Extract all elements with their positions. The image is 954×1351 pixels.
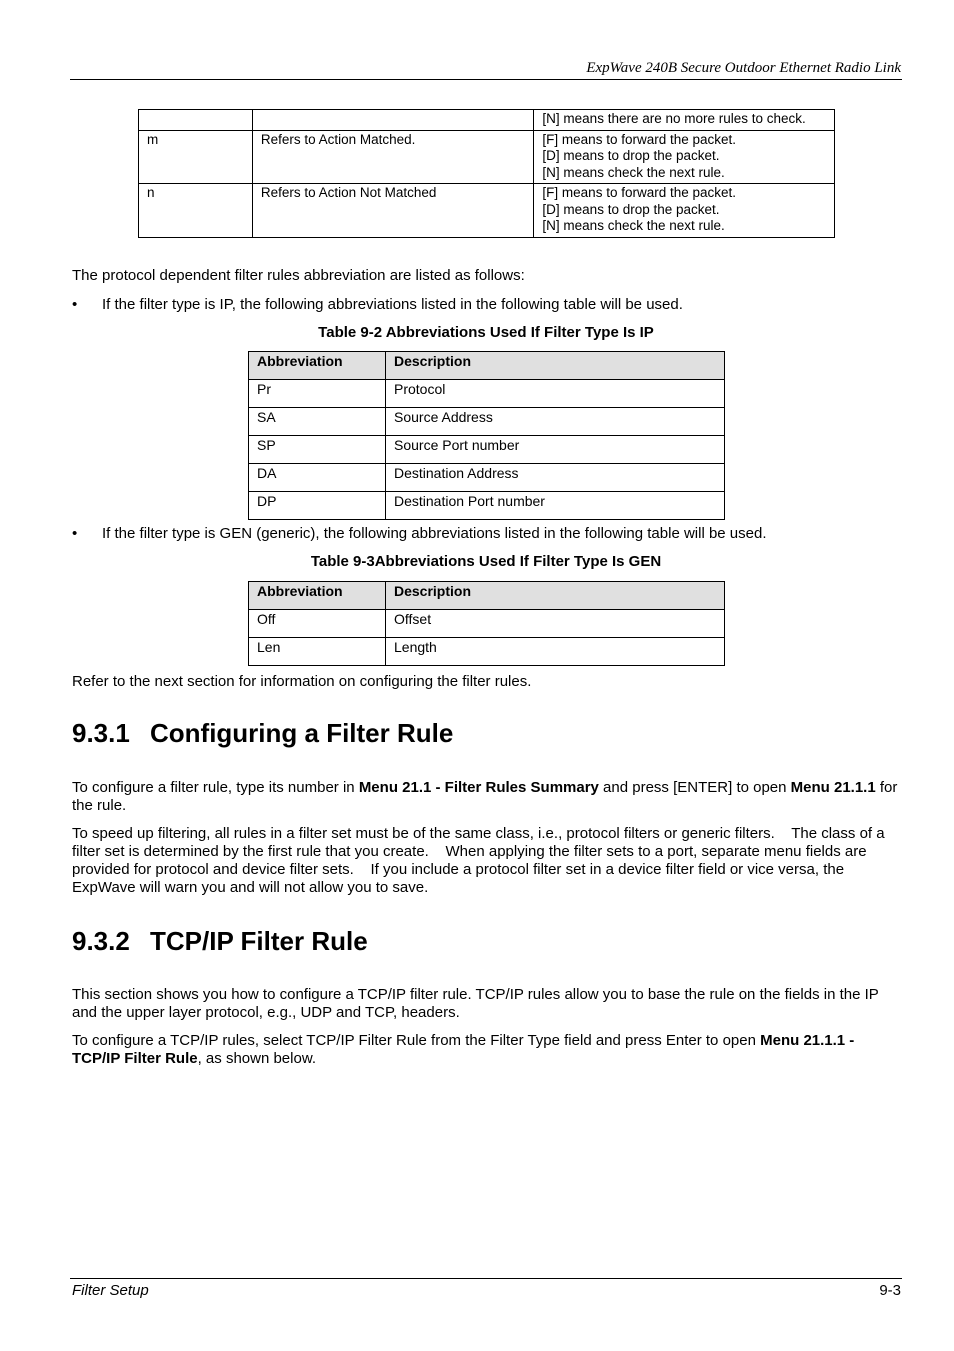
column-header: Description (386, 352, 725, 380)
section-932-paragraph-2 (72, 1032, 902, 1068)
running-header: ExpWave 240B Secure Outdoor Ethernet Radio Link (586, 60, 901, 76)
menu-reference: Menu 21.1 - Filter Rules Summary (358, 779, 599, 796)
bullet-text: If the filter type is GEN (generic), the following abbreviations listed in the following table will be used. (102, 525, 767, 542)
cell-line: [N] means there are no more rules to check. (542, 111, 806, 126)
text-run: To configure a TCP/IP rules, select TCP/IP Filter Rule from the Filter Type field and press Enter to open (72, 1032, 761, 1049)
table-caption-ip: Table 9-2 Abbreviations Used If Filter Type Is IP (318, 324, 654, 341)
table-row (249, 464, 725, 492)
table-row (249, 436, 725, 464)
intro-paragraph: The protocol dependent filter rules abbreviation are listed as follows: (72, 267, 525, 284)
abbreviation-table-gen (248, 581, 725, 666)
refer-paragraph: Refer to the next section for information on configuring the filter rules. (72, 673, 532, 690)
bullet-text: If the filter type is IP, the following abbreviations listed in the following table will be used. (102, 296, 683, 313)
table-cell: n (139, 184, 253, 238)
table-cell (534, 110, 835, 131)
table-header-row (249, 352, 725, 380)
table-cell: m (139, 130, 253, 184)
text-run: , as shown below. (197, 1050, 316, 1067)
section-title: Configuring a Filter Rule (150, 718, 454, 748)
menu-reference: Menu 21.1.1 (790, 779, 876, 796)
table-cell: Pr (249, 380, 386, 408)
section-931-paragraph-1 (72, 779, 902, 815)
column-header: Abbreviation (249, 352, 386, 380)
cell-line: [F] means to forward the packet. (542, 131, 737, 147)
table-cell: Source Address (386, 408, 725, 436)
section-heading-931 (72, 718, 453, 749)
table-cell: Protocol (386, 380, 725, 408)
text-run: for the rule. (72, 779, 898, 814)
table-cell: DA (249, 464, 386, 492)
filter-rule-fields-table (138, 109, 835, 238)
table-row (249, 380, 725, 408)
column-header: Abbreviation (249, 582, 386, 610)
table-cell: SP (249, 436, 386, 464)
menu-reference: Menu 21.1.1 - TCP/IP Filter Rule (72, 1032, 855, 1067)
section-heading-932 (72, 926, 368, 957)
text-run: To configure a filter rule, type its number in (72, 779, 359, 796)
text-run: and press [ENTER] to open (598, 779, 791, 796)
table-caption-gen: Table 9-3Abbreviations Used If Filter Type Is GEN (310, 553, 662, 570)
cell-line: [F] means to forward the packet. (542, 185, 737, 200)
table-row (249, 408, 725, 436)
cell-line: [D] means to drop the packet. (542, 201, 720, 217)
table-row (139, 110, 835, 131)
table-cell: Refers to Action Not Matched (252, 184, 534, 238)
abbreviation-table-ip (248, 351, 725, 520)
cell-line: [D] means to drop the packet. (542, 148, 720, 163)
table-row (139, 130, 835, 184)
section-number: 9.3.2 (72, 926, 130, 956)
cell-line: [N] means check the next rule. (542, 164, 725, 180)
table-row (249, 610, 725, 638)
table-cell (534, 184, 835, 238)
column-header: Description (386, 582, 725, 610)
table-cell: SA (249, 408, 386, 436)
table-row (249, 638, 725, 666)
table-cell: Offset (386, 610, 725, 638)
table-cell (252, 110, 534, 131)
section-931-paragraph-2: To speed up filtering, all rules in a filter set must be of the same class, i.e., protocol filters or generic filters. The class of a filter set is determined by the first rule that you create. When applying the filter sets to a port, separate menu fields are provided for protocol and device filter sets. If you include a protocol filter set in a device filter field or vice versa, the ExpWave will warn you and will not allow you to save. (72, 825, 889, 896)
table-cell: DP (249, 492, 386, 520)
footer-rule (70, 1278, 902, 1279)
section-932-paragraph-1: This section shows you how to configure a TCP/IP filter rule. TCP/IP rules allow you to base the rule on the fields in the IP and the upper layer protocol, e.g., UDP and TCP, headers. (72, 986, 879, 1021)
table-cell: Length (386, 638, 725, 666)
footer-chapter-title: Filter Setup (72, 1282, 149, 1299)
footer-page-number: 9-3 (879, 1282, 901, 1299)
table-cell: Source Port number (386, 436, 725, 464)
bullet-icon: • (72, 296, 78, 313)
cell-line: [N] means check the next rule. (542, 218, 725, 233)
section-number: 9.3.1 (72, 718, 130, 748)
table-row (139, 184, 835, 238)
table-cell: Destination Port number (386, 492, 725, 520)
table-cell: Off (249, 610, 386, 638)
table-row (249, 492, 725, 520)
table-header-row (249, 582, 725, 610)
table-cell: Len (249, 638, 386, 666)
table-cell: Destination Address (386, 464, 725, 492)
section-title: TCP/IP Filter Rule (150, 926, 368, 956)
table-cell (139, 110, 253, 131)
table-cell: Refers to Action Matched. (252, 130, 534, 184)
bullet-icon: • (72, 525, 78, 542)
header-rule (70, 79, 902, 80)
table-cell (534, 130, 835, 184)
